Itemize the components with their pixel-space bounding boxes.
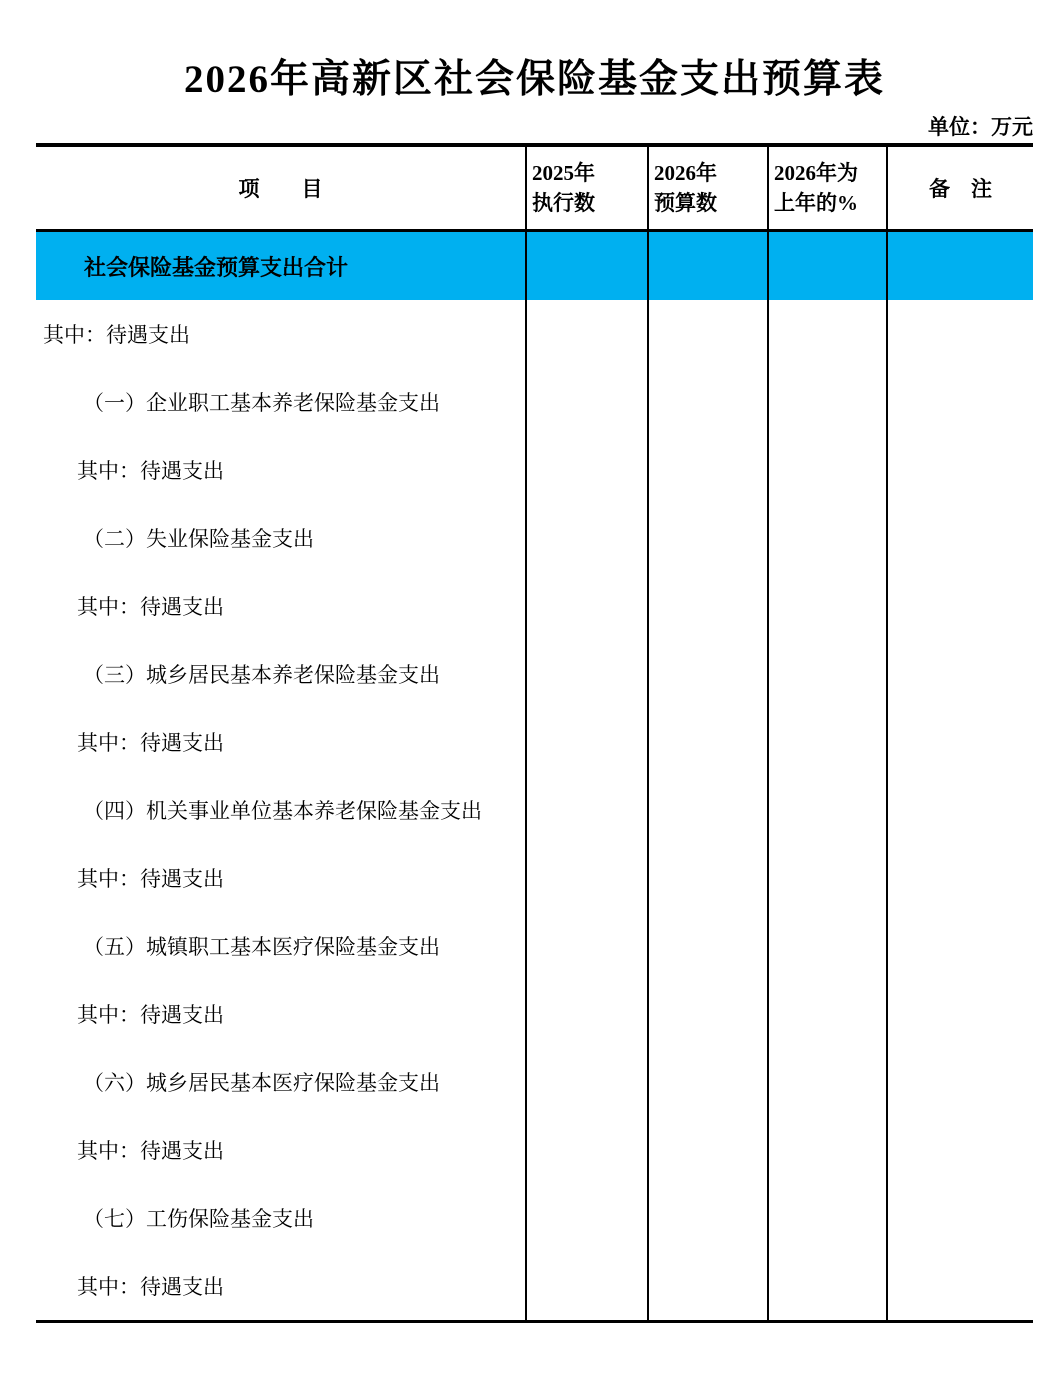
exec-2025-cell [527, 1252, 649, 1320]
header-budget-line2: 预算数 [654, 191, 717, 215]
exec-2025-cell [527, 1184, 649, 1252]
row-label-cell [36, 1048, 527, 1116]
row-label: 其中：待遇支出 [77, 459, 224, 483]
exec-2025-cell [527, 504, 649, 572]
remark-cell [888, 436, 1033, 504]
ratio-cell [769, 572, 888, 640]
total-row-label-cell [36, 232, 527, 300]
budget-2026-cell [649, 1048, 769, 1116]
table-body [36, 300, 1033, 1320]
exec-2025-cell [527, 708, 649, 776]
exec-2025-cell [527, 776, 649, 844]
remark-cell [888, 980, 1033, 1048]
remark-cell [888, 1184, 1033, 1252]
header-exec-line1: 2025年 [532, 161, 595, 185]
exec-2025-cell [527, 912, 649, 980]
remark-cell [888, 1048, 1033, 1116]
row-label-cell [36, 1116, 527, 1184]
ratio-cell [769, 436, 888, 504]
row-label-cell [36, 776, 527, 844]
row-label-cell [36, 436, 527, 504]
table-row [36, 1252, 1033, 1320]
table-row [36, 300, 1033, 368]
row-label: 其中：待遇支出 [43, 323, 190, 347]
row-label-cell [36, 708, 527, 776]
table-row [36, 708, 1033, 776]
exec-2025-cell [527, 1048, 649, 1116]
header-cell-budget-2026 [649, 147, 769, 229]
header-cell-item [36, 147, 527, 229]
table-row [36, 980, 1033, 1048]
remark-cell [888, 912, 1033, 980]
header-cell-ratio [769, 147, 888, 229]
ratio-cell [769, 300, 888, 368]
table-row [36, 1184, 1033, 1252]
header-exec-lines [532, 158, 595, 218]
row-label-cell [36, 980, 527, 1048]
page-title: 2026年高新区社会保险基金支出预算表 [183, 58, 885, 101]
ratio-cell [769, 1252, 888, 1320]
row-label: 其中：待遇支出 [77, 595, 224, 619]
row-label: 其中：待遇支出 [77, 1275, 224, 1299]
exec-2025-cell [527, 436, 649, 504]
table-row [36, 1048, 1033, 1116]
header-cell-remark [888, 147, 1033, 229]
remark-cell [888, 572, 1033, 640]
row-label-cell [36, 572, 527, 640]
budget-2026-cell [649, 640, 769, 708]
budget-2026-cell [649, 1252, 769, 1320]
row-label: 其中：待遇支出 [77, 1003, 224, 1027]
row-label-cell [36, 640, 527, 708]
table-row [36, 640, 1033, 708]
budget-2026-cell [649, 368, 769, 436]
budget-2026-cell [649, 504, 769, 572]
exec-2025-cell [527, 1116, 649, 1184]
row-label: 其中：待遇支出 [77, 1139, 224, 1163]
budget-2026-cell [649, 1116, 769, 1184]
total-budget-2026-cell [649, 232, 769, 300]
table-row [36, 776, 1033, 844]
exec-2025-cell [527, 640, 649, 708]
row-label: （七）工伤保险基金支出 [83, 1207, 314, 1231]
row-label-cell [36, 368, 527, 436]
budget-2026-cell [649, 776, 769, 844]
exec-2025-cell [527, 572, 649, 640]
exec-2025-cell [527, 980, 649, 1048]
total-remark-cell [888, 232, 1033, 300]
row-label-cell [36, 1184, 527, 1252]
row-label-cell [36, 504, 527, 572]
row-label-cell [36, 1252, 527, 1320]
remark-cell [888, 1116, 1033, 1184]
ratio-cell [769, 776, 888, 844]
row-label: （四）机关事业单位基本养老保险基金支出 [83, 799, 482, 823]
header-exec-line2: 执行数 [532, 191, 595, 215]
row-label-cell [36, 844, 527, 912]
row-label-cell [36, 300, 527, 368]
ratio-cell [769, 844, 888, 912]
header-ratio-lines [774, 158, 858, 218]
remark-cell [888, 708, 1033, 776]
remark-cell [888, 776, 1033, 844]
header-budget-lines [654, 158, 717, 218]
ratio-cell [769, 1048, 888, 1116]
remark-cell [888, 1252, 1033, 1320]
table-row [36, 368, 1033, 436]
ratio-cell [769, 708, 888, 776]
row-label: （六）城乡居民基本医疗保险基金支出 [83, 1071, 440, 1095]
budget-2026-cell [649, 300, 769, 368]
total-row-label: 社会保险基金预算支出合计 [84, 254, 349, 280]
table-row [36, 436, 1033, 504]
budget-2026-cell [649, 708, 769, 776]
table-row [36, 1116, 1033, 1184]
budget-2026-cell [649, 844, 769, 912]
remark-cell [888, 300, 1033, 368]
budget-2026-cell [649, 436, 769, 504]
ratio-cell [769, 1116, 888, 1184]
budget-2026-cell [649, 912, 769, 980]
exec-2025-cell [527, 300, 649, 368]
row-label: （五）城镇职工基本医疗保险基金支出 [83, 935, 440, 959]
table-row [36, 912, 1033, 980]
remark-cell [888, 844, 1033, 912]
row-label: （三）城乡居民基本养老保险基金支出 [83, 663, 440, 687]
table-header-row [36, 147, 1033, 232]
table-row [36, 572, 1033, 640]
table-row [36, 504, 1033, 572]
row-label-cell [36, 912, 527, 980]
header-item-label: 项 目 [238, 177, 323, 201]
ratio-cell [769, 980, 888, 1048]
budget-2026-cell [649, 572, 769, 640]
remark-cell [888, 640, 1033, 708]
ratio-cell [769, 504, 888, 572]
remark-cell [888, 504, 1033, 572]
unit-note: 单位：万元 [928, 115, 1033, 139]
total-row [36, 232, 1033, 300]
header-remark-label: 备 注 [929, 177, 992, 201]
header-ratio-line1: 2026年为 [774, 161, 858, 185]
ratio-cell [769, 1184, 888, 1252]
exec-2025-cell [527, 844, 649, 912]
budget-table [36, 143, 1033, 1323]
row-label: （二）失业保险基金支出 [83, 527, 314, 551]
budget-2026-cell [649, 1184, 769, 1252]
header-ratio-line2: 上年的% [774, 191, 858, 215]
row-label: 其中：待遇支出 [77, 731, 224, 755]
remark-cell [888, 368, 1033, 436]
table-row [36, 844, 1033, 912]
header-cell-exec-2025 [527, 147, 649, 229]
ratio-cell [769, 640, 888, 708]
total-ratio-cell [769, 232, 888, 300]
ratio-cell [769, 912, 888, 980]
exec-2025-cell [527, 368, 649, 436]
row-label: 其中：待遇支出 [77, 867, 224, 891]
ratio-cell [769, 368, 888, 436]
total-exec-2025-cell [527, 232, 649, 300]
header-budget-line1: 2026年 [654, 161, 717, 185]
row-label: （一）企业职工基本养老保险基金支出 [83, 391, 440, 415]
budget-2026-cell [649, 980, 769, 1048]
